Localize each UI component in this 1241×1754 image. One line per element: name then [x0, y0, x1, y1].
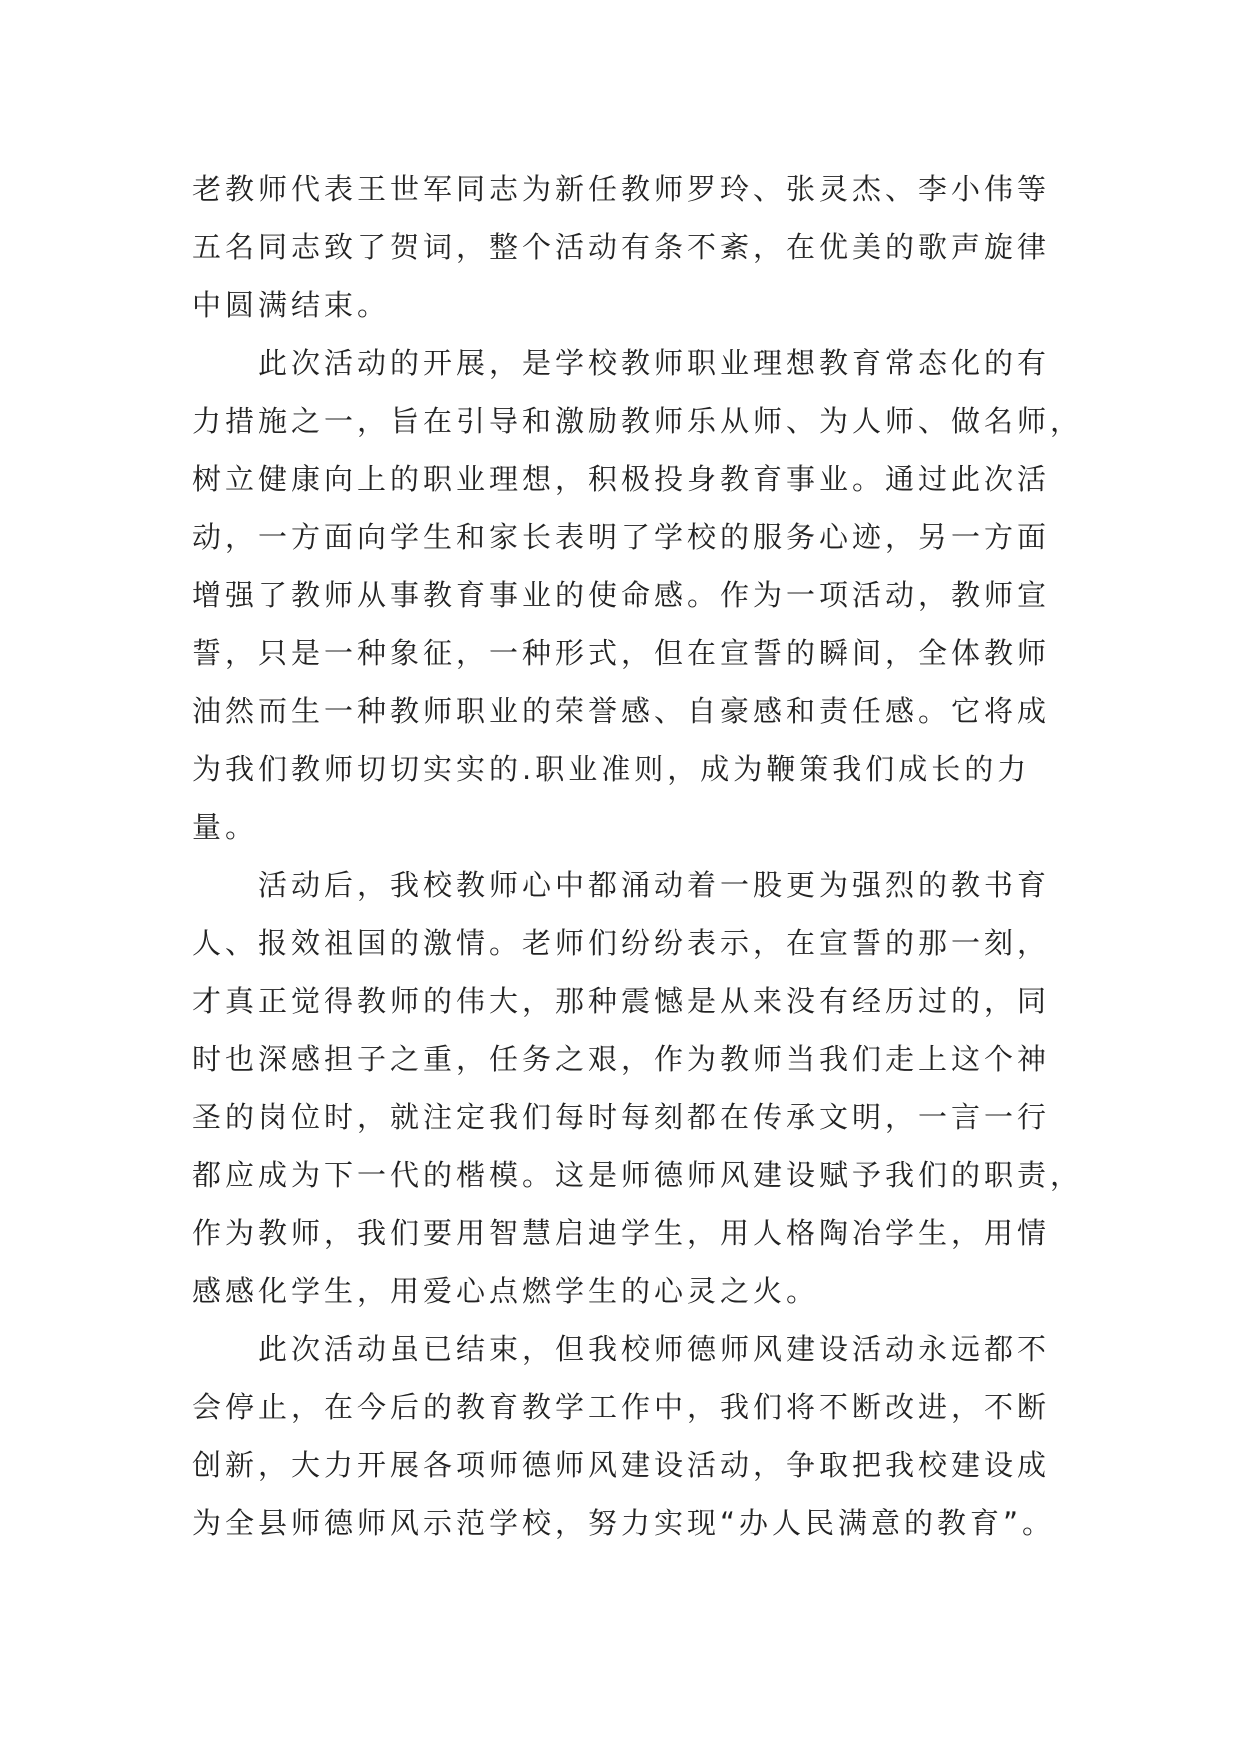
text-line: 老教师代表王世军同志为新任教师罗玲、张灵杰、李小伟等 [192, 172, 1051, 206]
text-line: 都应成为下一代的楷模。这是师德师风建设赋予我们的职责， [192, 1158, 1084, 1192]
text-line: 活动后，我校教师心中都涌动着一股更为强烈的教书育 [258, 868, 1051, 902]
text-line: 创新，大力开展各项师德师风建设活动，争取把我校建设成 [192, 1448, 1051, 1482]
text-line: 为全县师德师风示范学校，努力实现“办人民满意的教育”。 [192, 1506, 1056, 1540]
text-line: 量。 [192, 810, 259, 844]
paragraph-4 [192, 1320, 1062, 1552]
paragraph-3 [192, 856, 1084, 1320]
text-line: 圣的岗位时，就注定我们每时每刻都在传承文明，一言一行 [192, 1100, 1051, 1134]
text-line: 增强了教师从事教育事业的使命感。作为一项活动，教师宣 [192, 578, 1051, 612]
text-line: 中圆满结束。 [192, 288, 391, 322]
text-line: 油然而生一种教师职业的荣誉感、自豪感和责任感。它将成 [192, 694, 1051, 728]
text-line: 感感化学生，用爱心点燃学生的心灵之火。 [192, 1274, 820, 1308]
text-line: 此次活动虽已结束，但我校师德师风建设活动永远都不 [258, 1332, 1051, 1366]
text-line: 力措施之一，旨在引导和激励教师乐从师、为人师、做名师， [192, 404, 1084, 438]
text-line: 才真正觉得教师的伟大，那种震憾是从来没有经历过的，同 [192, 984, 1051, 1018]
text-line: 树立健康向上的职业理想，积极投身教育事业。通过此次活 [192, 462, 1051, 496]
document-body [192, 160, 1084, 1552]
text-line: 此次活动的开展，是学校教师职业理想教育常态化的有 [258, 346, 1051, 380]
text-line: 会停止，在今后的教育教学工作中，我们将不断改进，不断 [192, 1390, 1051, 1424]
text-line: 誓，只是一种象征，一种形式，但在宣誓的瞬间，全体教师 [192, 636, 1051, 670]
text-line: 作为教师，我们要用智慧启迪学生，用人格陶冶学生，用情 [192, 1216, 1051, 1250]
paragraph-1 [192, 160, 1062, 334]
text-line: 为我们教师切切实实的.职业准则，成为鞭策我们成长的力 [192, 752, 1031, 786]
paragraph-2 [192, 334, 1084, 856]
text-line: 五名同志致了贺词，整个活动有条不紊，在优美的歌声旋律 [192, 230, 1051, 264]
text-line: 时也深感担子之重，任务之艰，作为教师当我们走上这个神 [192, 1042, 1051, 1076]
text-line: 人、报效祖国的激情。老师们纷纷表示，在宣誓的那一刻， [192, 926, 1051, 960]
text-line: 动，一方面向学生和家长表明了学校的服务心迹，另一方面 [192, 520, 1051, 554]
